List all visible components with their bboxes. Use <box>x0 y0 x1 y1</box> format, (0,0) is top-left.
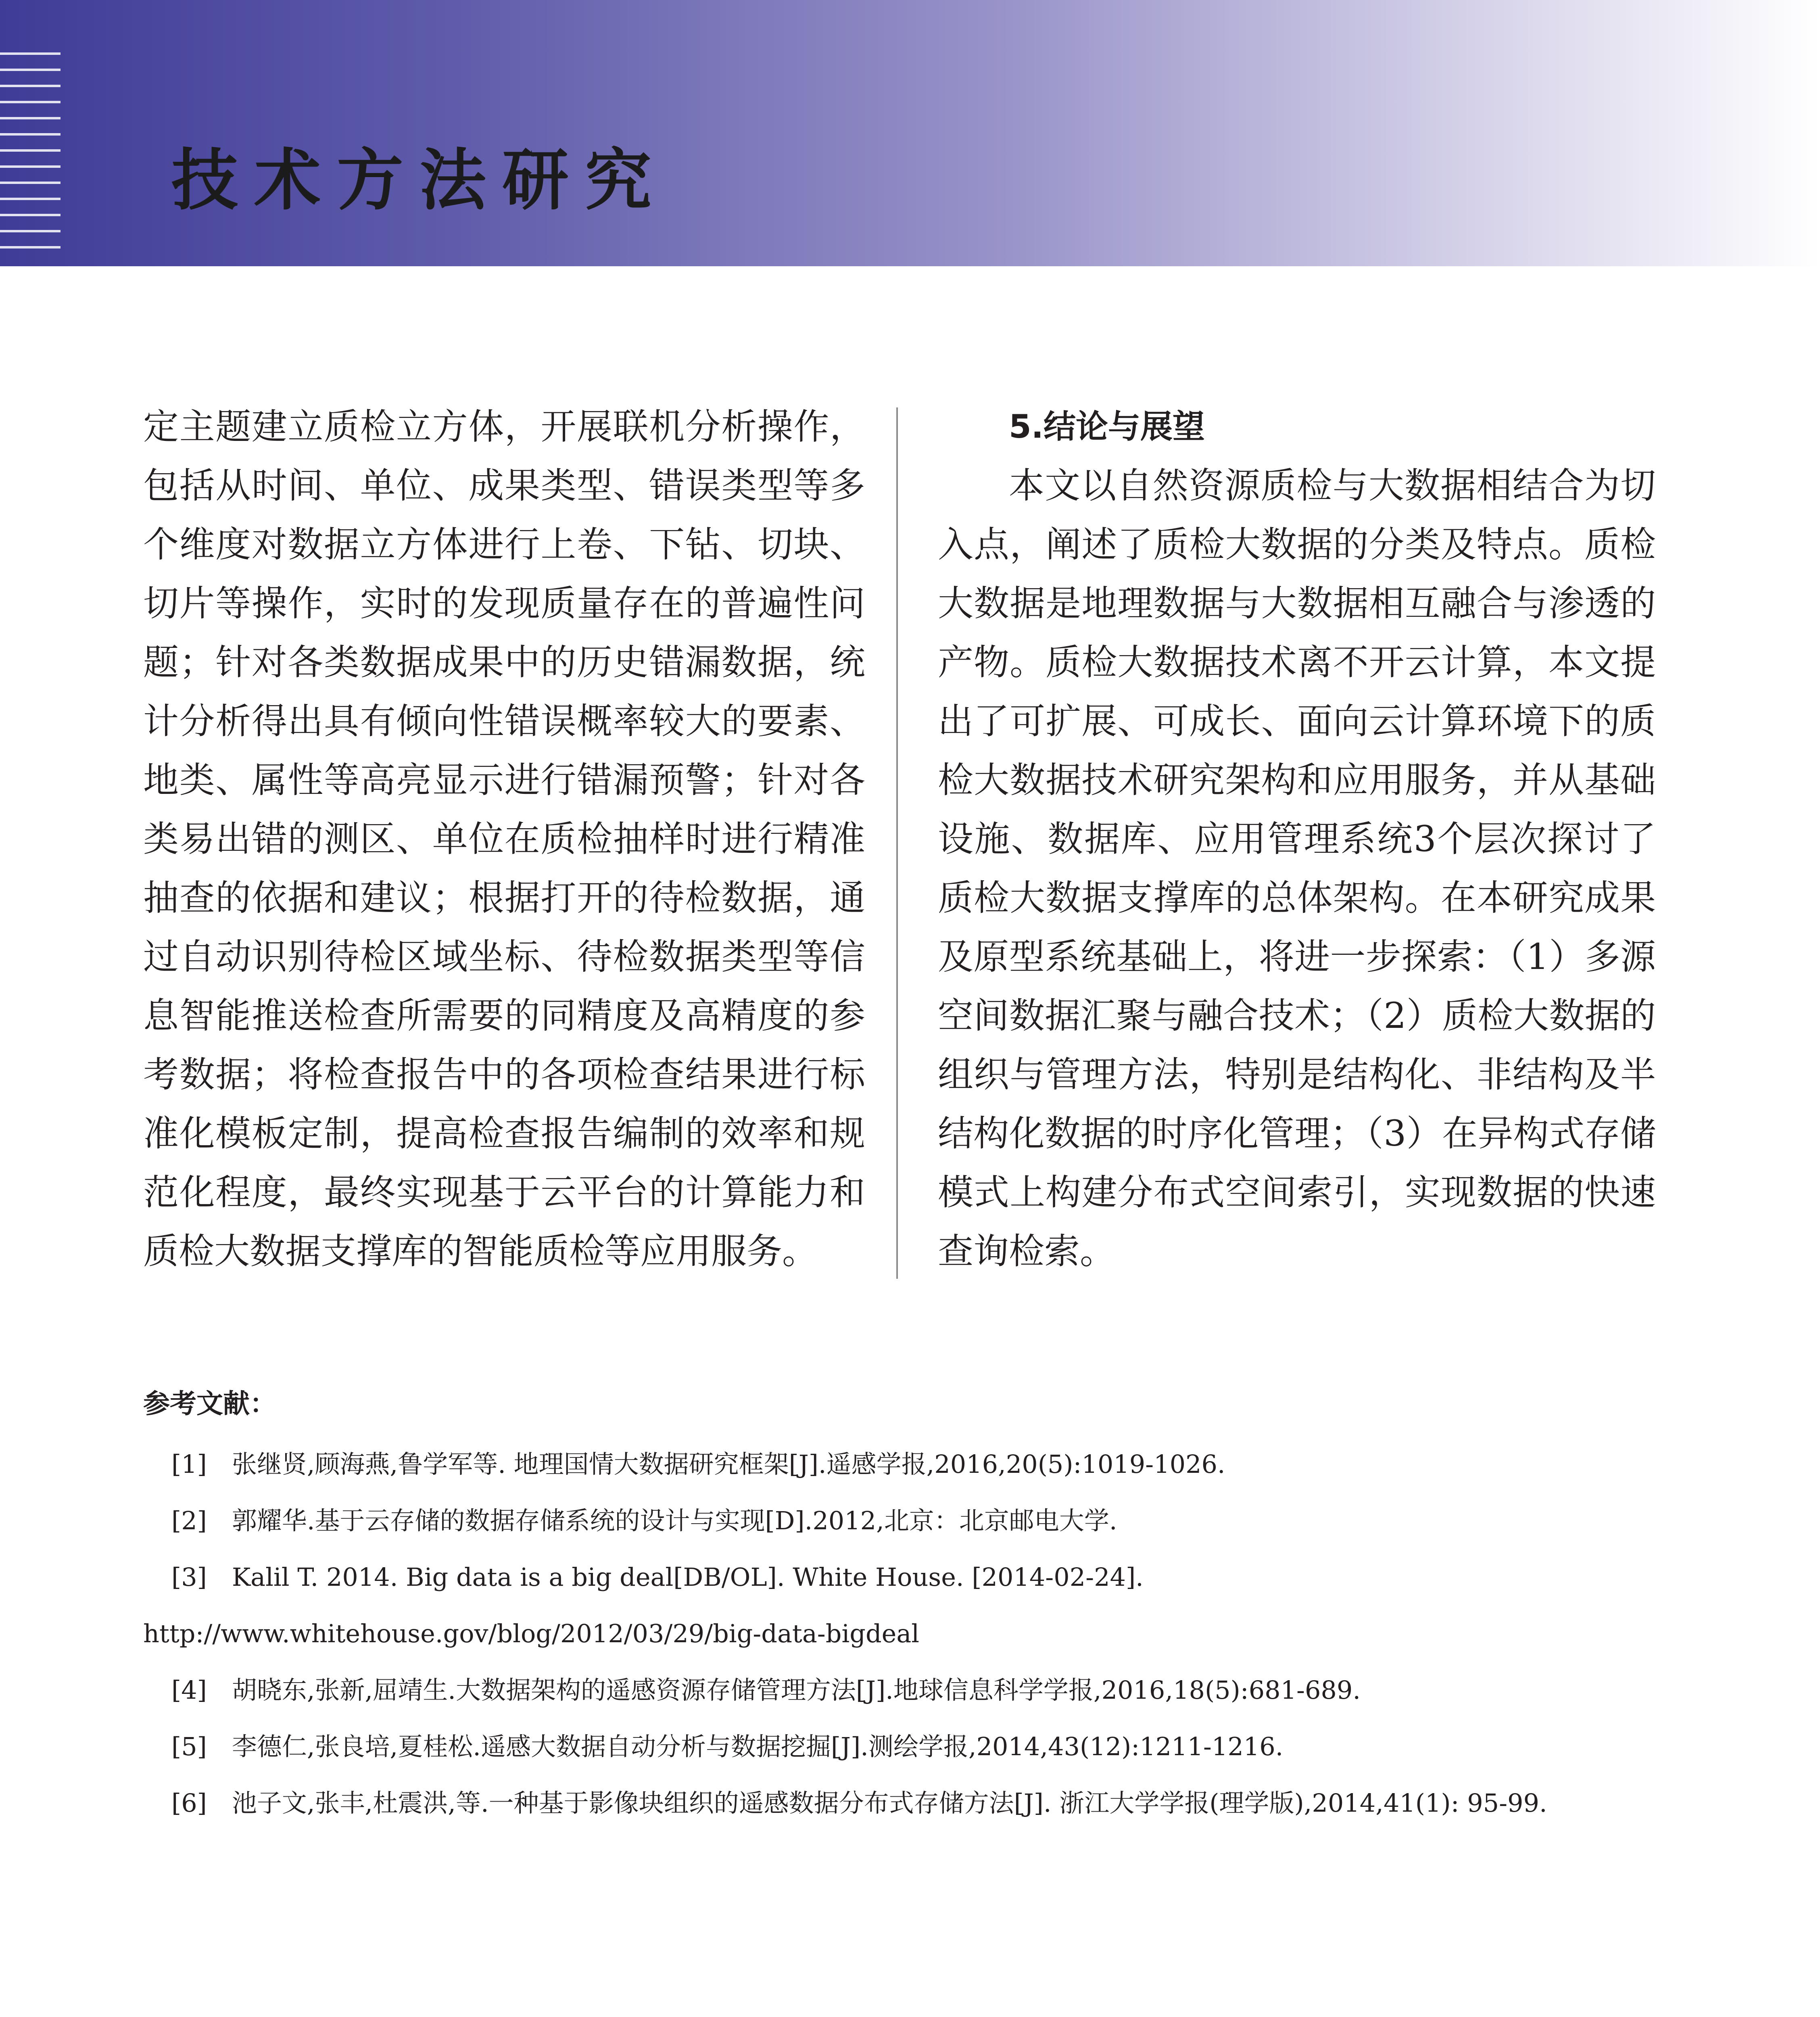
left-paragraph: 定主题建立质检立方体，开展联机分析操作，包括从时间、单位、成果类型、错误类型等多个维度对数据立方体进行上卷、下钻、切块、切片等操作，实时的发现质量存在的普遍性问题；针对各类数据成果中的历史错漏数据，统计分析得出具有倾向性错误概率较大的要素、地类、属性等高亮显示进行错漏预警；针对各类易出错的测区、单位在质检抽样时进行精准抽查的依据和建议；根据打开的待检数据，通过自动识别待检区域坐标、待检数据类型等信息智能推送检查所需要的同精度及高精度的参考数据；将检查报告中的各项检查结果进行标准化模板定制，提高检查报告编制的效率和规范化程度，最终实现基于云平台的计算能力和质检大数据支撑库的智能质检等应用服务。 <box>143 406 865 1272</box>
right-column <box>938 397 1656 1281</box>
decorative-stripes <box>0 52 61 262</box>
section-title: 技术方法研究 <box>171 142 668 219</box>
reference-item: [1] 张继贤,顾海燕,鲁学军等. 地理国情大数据研究框架[J].遥感学报,2016,20(5):1019-1026. <box>171 1449 1225 1479</box>
header-banner <box>0 0 1820 266</box>
column-divider <box>896 407 898 1279</box>
reference-item: [4] 胡晓东,张新,屈靖生.大数据架构的遥感资源存储管理方法[J].地球信息科学学报,2016,18(5):681-689. <box>171 1675 1361 1705</box>
left-column <box>143 397 865 1281</box>
reference-item: [5] 李德仁,张良培,夏桂松.遥感大数据自动分析与数据挖掘[J].测绘学报,2014,43(12):1211-1216. <box>171 1732 1284 1761</box>
conclusion-heading: 5.结论与展望 <box>1009 408 1205 445</box>
references-list <box>143 1436 1652 1831</box>
references-heading: 参考文献： <box>143 1388 276 1419</box>
reference-item: [3] Kalil T. 2014. Big data is a big deal[DB/OL]. White House. [2014-02-24]. http://www.whitehouse.gov/blog/2012/03/29/big-data-bigdeal <box>143 1562 1144 1648</box>
reference-item: [6] 池子文,张丰,杜震洪,等.一种基于影像块组织的遥感数据分布式存储方法[J]. 浙江大学学报(理学版),2014,41(1): 95-99. <box>171 1788 1547 1818</box>
conclusion-paragraph: 本文以自然资源质检与大数据相结合为切入点，阐述了质检大数据的分类及特点。质检大数据是地理数据与大数据相互融合与渗透的产物。质检大数据技术离不开云计算，本文提出了可扩展、可成长、面向云计算环境下的质检大数据技术研究架构和应用服务，并从基础设施、数据库、应用管理系统3个层次探讨了质检大数据支撑库的总体架构。在本研究成果及原型系统基础上，将进一步探索：（1）多源空间数据汇聚与融合技术；（2）质检大数据的组织与管理方法，特别是结构化、非结构及半结构化数据的时序化管理；（3）在异构式存储模式上构建分布式空间索引，实现数据的快速查询检索。 <box>938 465 1656 1272</box>
reference-item: [2] 郭耀华.基于云存储的数据存储系统的设计与实现[D].2012,北京：北京邮电大学. <box>171 1506 1117 1535</box>
